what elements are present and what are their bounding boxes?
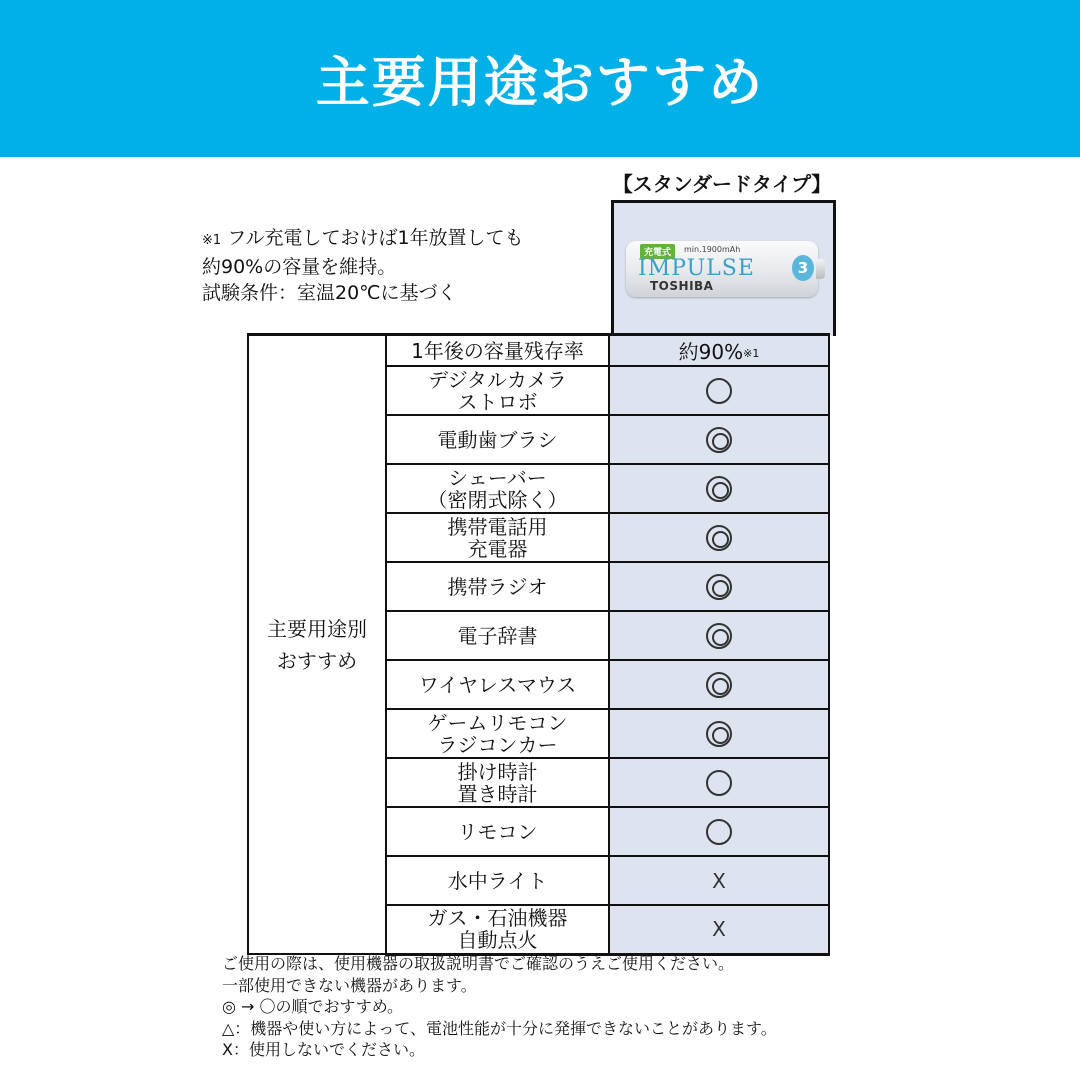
rating-cell (609, 513, 829, 562)
note-line1: フル充電しておけば1年放置しても (221, 227, 524, 249)
rating-cell (609, 611, 829, 660)
double-circle-mark (706, 427, 732, 453)
usage-line1: シェーバー (448, 465, 547, 490)
usage-line1: 電子辞書 (457, 623, 538, 648)
usage-line1: デジタルカメラ (428, 367, 567, 392)
usage-table (247, 333, 830, 956)
usage-line1: 掛け時計 (457, 759, 538, 784)
footer-line2: 一部使用できない機器があります。 (222, 975, 477, 995)
rating-cell (609, 905, 829, 954)
usage-cell (386, 415, 609, 464)
page-title: 主要用途おすすめ (315, 51, 765, 114)
usage-line1: 水中ライト (447, 868, 548, 893)
usage-cell (386, 905, 609, 954)
footer-line1: ご使用の際は、使用機器の取扱説明書でご確認のうえご使用ください。 (222, 954, 735, 973)
table-row-retention (248, 335, 829, 367)
usage-cell (386, 611, 609, 660)
footer-line3: ◎ → 〇の順でおすすめ。 (222, 997, 404, 1016)
usage-cell (386, 562, 609, 611)
usage-line1: ワイヤレスマウス (418, 672, 577, 697)
x-mark: X (712, 868, 726, 893)
product-image-cell (611, 200, 836, 336)
note-line2: 約90%の容量を維持。 (202, 256, 397, 278)
retention-value: 約90% (678, 340, 744, 364)
retention-note-marker: ※1 (743, 347, 760, 360)
rating-cell (609, 807, 829, 856)
footer-notes (222, 953, 1062, 1061)
double-circle-mark (706, 476, 732, 502)
double-circle-mark (706, 525, 732, 551)
note-line3: 試験条件：室温20℃に基づく (202, 282, 457, 304)
double-circle-mark (706, 672, 732, 698)
usage-line2: ストロボ (457, 389, 538, 414)
rating-cell (609, 660, 829, 709)
usage-cell (386, 856, 609, 905)
double-circle-mark (706, 721, 732, 747)
usage-line1: リモコン (457, 819, 538, 844)
usage-line1: 電動歯ブラシ (437, 427, 558, 452)
circle-mark (706, 378, 732, 404)
rating-cell (609, 856, 829, 905)
rating-cell (609, 562, 829, 611)
category-cell (248, 335, 386, 955)
retention-label: 1年後の容量残存率 (386, 335, 609, 367)
battery-terminal (816, 259, 825, 279)
footer-line4: △：機器や使い方によって、電池性能が十分に発揮できないことがあります。 (222, 1018, 777, 1038)
circle-mark (706, 770, 732, 796)
usage-cell (386, 366, 609, 415)
usage-line2: ラジコンカー (437, 732, 558, 757)
charge-tag: 充電式 (640, 244, 675, 259)
battery-brand: IMPULSE (638, 256, 755, 281)
category-line1: 主要用途別 (267, 616, 367, 641)
product-type-label: 【スタンダードタイプ】 (612, 172, 832, 196)
usage-cell (386, 513, 609, 562)
usage-cell (386, 758, 609, 807)
usage-line1: 携帯ラジオ (447, 574, 548, 599)
x-mark: X (712, 917, 726, 942)
usage-line1: ゲームリモコン (427, 710, 568, 735)
usage-cell (386, 660, 609, 709)
battery-maker: TOSHIBA (650, 279, 714, 293)
rating-cell (609, 758, 829, 807)
retention-note (202, 225, 597, 306)
battery-capacity: min.1900mAh (684, 245, 741, 254)
usage-cell (386, 807, 609, 856)
rating-cell (609, 464, 829, 513)
circle-mark (706, 819, 732, 845)
usage-line1: ガス・石油機器 (427, 906, 568, 931)
retention-value-cell (609, 335, 829, 367)
battery-number-badge: 3 (792, 255, 814, 281)
usage-line2: 置き時計 (457, 781, 538, 806)
rating-cell (609, 415, 829, 464)
battery-image (626, 241, 818, 297)
rating-cell (609, 366, 829, 415)
double-circle-mark (706, 574, 732, 600)
category-line2: おすすめ (276, 648, 358, 673)
usage-cell (386, 464, 609, 513)
usage-line1: 携帯電話用 (447, 514, 548, 539)
footer-line5: X：使用しないでください。 (222, 1040, 425, 1059)
usage-cell (386, 709, 609, 758)
note-marker: ※1 (202, 233, 222, 248)
usage-line2: 自動点火 (457, 928, 538, 953)
usage-line2: 充電器 (467, 536, 528, 561)
usage-line2: （密閉式除く） (427, 487, 568, 512)
double-circle-mark (706, 623, 732, 649)
header-banner (0, 0, 1080, 157)
rating-cell (609, 709, 829, 758)
